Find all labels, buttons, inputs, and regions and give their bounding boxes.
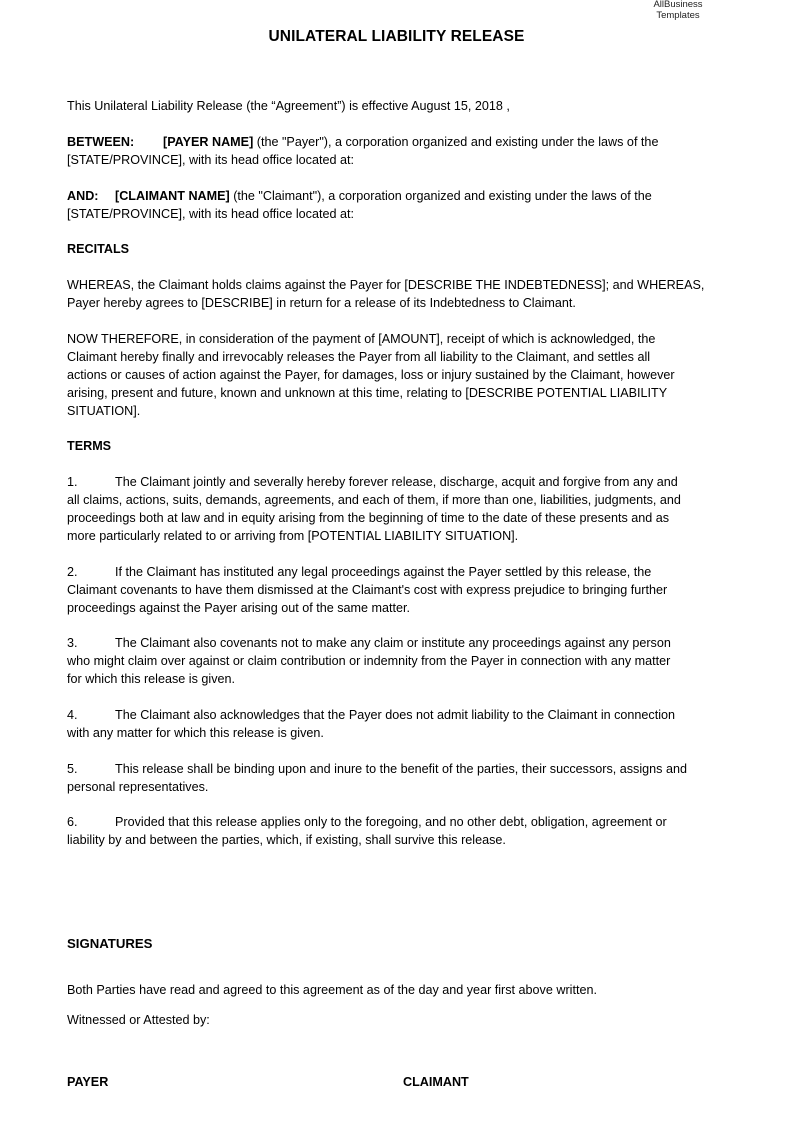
witness-line: Witnessed or Attested by: — [67, 1013, 210, 1027]
terms-heading: TERMS — [67, 439, 112, 453]
now-therefore-line: SITUATION]. — [67, 404, 141, 418]
recitals-heading: RECITALS — [67, 242, 130, 256]
between-text: (the "Payer"), a corporation organized and existing under the laws of the — [253, 135, 659, 149]
term-number: 1. — [67, 475, 78, 489]
between-text-line-2: [STATE/PROVINCE], with its head office located at: — [67, 153, 354, 167]
term-number: 2. — [67, 565, 78, 579]
term-number: 6. — [67, 815, 78, 829]
term-text-line: liability by and between the parties, which, if existing, shall survive this release. — [67, 833, 506, 847]
whereas-line: WHEREAS, the Claimant holds claims against the Payer for [DESCRIBE THE INDEBTEDNESS]; and WHEREAS, — [67, 278, 705, 292]
term-item-5 — [67, 760, 727, 796]
now-therefore-line: arising, present and future, known and unknown at this time, relating to [DESCRIBE POTENTIAL LIABILITY — [67, 386, 668, 400]
and-label: AND: — [67, 189, 99, 203]
payer-signature-label: PAYER — [67, 1075, 109, 1089]
term-text: Provided that this release applies only to the foregoing, and no other debt, obligation, agreement or — [115, 815, 667, 829]
term-number: 3. — [67, 636, 78, 650]
term-text-line: proceedings against the Payer arising out of the same matter. — [67, 601, 411, 615]
and-clause — [67, 187, 727, 223]
and-text-line-2: [STATE/PROVINCE], with its head office located at: — [67, 207, 354, 221]
term-text-line: Claimant covenants to have them dismissed at the Claimant's cost with express prejudice to bringing further — [67, 583, 668, 597]
intro-paragraph: This Unilateral Liability Release (the “Agreement”) is effective August 15, 2018 , — [67, 99, 510, 113]
between-label: BETWEEN: — [67, 135, 135, 149]
signatures-heading: SIGNATURES — [67, 936, 153, 951]
term-text-line: who might claim over against or claim contribution or indemnity from the Payer in connection with any matter — [67, 654, 671, 668]
agreement-statement: Both Parties have read and agreed to this agreement as of the day and year first above written. — [67, 983, 597, 997]
term-text-line: for which this release is given. — [67, 672, 235, 686]
now-therefore-line: Claimant hereby finally and irrevocably releases the Payer from all liability to the Claimant, and settles all — [67, 350, 651, 364]
term-item-6 — [67, 813, 727, 849]
claimant-signature-label: CLAIMANT — [403, 1075, 469, 1089]
term-text: The Claimant also acknowledges that the Payer does not admit liability to the Claimant in connection — [115, 708, 676, 722]
recitals-whereas — [67, 276, 727, 312]
brand-line-1: AllBusiness — [653, 0, 703, 10]
term-number: 4. — [67, 708, 78, 722]
term-number: 5. — [67, 762, 78, 776]
term-text-line: personal representatives. — [67, 780, 209, 794]
brand-line-2: Templates — [656, 9, 700, 21]
whereas-line: Payer hereby agrees to [DESCRIBE] in return for a release of its Indebtedness to Claimant. — [67, 296, 576, 310]
term-item-3 — [67, 634, 727, 688]
now-therefore-line: NOW THEREFORE, in consideration of the payment of [AMOUNT], receipt of which is acknowledged, the — [67, 332, 656, 346]
and-text: (the "Claimant"), a corporation organized and existing under the laws of the — [229, 189, 652, 203]
between-clause — [67, 133, 727, 169]
document-title: UNILATERAL LIABILITY RELEASE — [268, 28, 525, 45]
term-text: This release shall be binding upon and inure to the benefit of the parties, their successors, assigns and — [115, 762, 687, 776]
term-text-line: proceedings both at law and in equity arising from the beginning of time to the date of these presents and as — [67, 511, 670, 525]
term-text-line: all claims, actions, suits, demands, agreements, and each of them, if more than one, liabilities, judgments, and — [67, 493, 681, 507]
term-item-1 — [67, 473, 727, 545]
brand-logo-text — [643, 0, 713, 21]
term-text-line: more particularly related to or arriving from [POTENTIAL LIABILITY SITUATION]. — [67, 529, 519, 543]
claimant-name-placeholder: [CLAIMANT NAME] — [115, 189, 230, 203]
term-text: The Claimant also covenants not to make any claim or institute any proceedings against any person — [115, 636, 671, 650]
payer-name-placeholder: [PAYER NAME] — [163, 135, 254, 149]
term-text: If the Claimant has instituted any legal proceedings against the Payer settled by this release, the — [115, 565, 652, 579]
term-item-4 — [67, 706, 727, 742]
term-item-2 — [67, 563, 727, 617]
term-text-line: with any matter for which this release is given. — [67, 726, 324, 740]
term-text: The Claimant jointly and severally hereby forever release, discharge, acquit and forgive from any and — [115, 475, 678, 489]
recitals-now-therefore — [67, 330, 727, 420]
now-therefore-line: actions or causes of action against the Payer, for damages, loss or injury sustained by the Claimant, however — [67, 368, 675, 382]
